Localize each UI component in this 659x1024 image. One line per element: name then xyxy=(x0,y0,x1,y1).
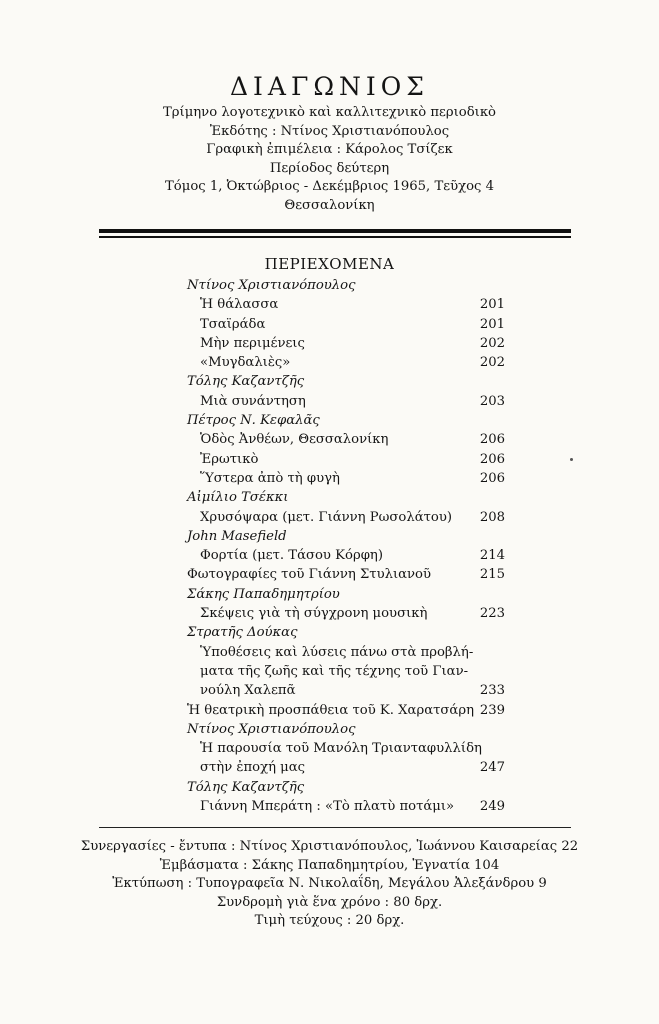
contents-heading: ΠΕΡΙΕΧΟΜΕΝΑ xyxy=(264,255,395,273)
subscription-line: Συνδρομὴ γιὰ ἕνα χρόνο : 80 δρχ. xyxy=(216,894,443,910)
toc-author-name: John Masefield xyxy=(187,528,287,544)
toc-author-name: Τόλης Καζαντζῆς xyxy=(187,374,305,390)
toc-entry xyxy=(187,334,505,353)
toc-entry xyxy=(187,392,505,411)
toc-page-number: 203 xyxy=(479,393,505,409)
journal-title: ΔΙΑΓΩΝΙΟΣ xyxy=(230,72,429,101)
divider-thin xyxy=(99,236,571,238)
toc-entry-title: Φωτογραφίες τοῦ Γιάννη Στυλιανοῦ xyxy=(187,567,431,583)
toc-page-number: 215 xyxy=(479,567,505,583)
toc-entry-title: Ἡ θάλασσα xyxy=(200,297,279,313)
toc-page-number: 201 xyxy=(479,316,505,332)
toc-page-number: 202 xyxy=(479,335,505,351)
toc-entry xyxy=(187,508,505,527)
toc-entry xyxy=(187,604,505,623)
toc-page-number: 249 xyxy=(479,799,505,815)
toc-author xyxy=(187,720,505,739)
publisher-line: Ἐκδότης : Ντίνος Χριστιανόπουλος xyxy=(209,123,450,139)
toc-entry-title: «Μυγδαλιὲς» xyxy=(200,355,291,371)
toc-page-number: 206 xyxy=(479,470,505,486)
toc-page-number: 202 xyxy=(479,355,505,371)
toc-author-name: Στρατῆς Δούκας xyxy=(187,625,298,641)
toc-entry xyxy=(187,295,505,314)
toc-entry xyxy=(187,469,505,488)
footer-divider xyxy=(99,827,571,828)
toc-entry-title: Μιὰ συνάντηση xyxy=(200,393,306,409)
printing-line: Ἐκτύπωση : Τυπογραφεῖα Ν. Νικολαΐδη, Μεγάλου Ἀλεξάνδρου 9 xyxy=(112,876,547,891)
toc-author xyxy=(187,411,505,430)
toc-author-name: Ντίνος Χριστιανόπουλος xyxy=(187,278,356,293)
toc-author xyxy=(187,585,505,604)
period-line: Περίοδος δεύτερη xyxy=(269,160,390,176)
toc-entry xyxy=(187,758,505,777)
masthead xyxy=(0,70,659,216)
toc-entry xyxy=(187,315,505,334)
toc-entry xyxy=(187,546,505,565)
toc-author-name: Σάκης Παπαδημητρίου xyxy=(187,586,340,602)
subtitle-line: Τρίμηνο λογοτεχνικὸ καὶ καλλιτεχνικὸ περιοδικὸ xyxy=(162,105,497,120)
toc-author-name: Πέτρος Ν. Κεφαλᾶς xyxy=(187,413,320,429)
toc-author xyxy=(187,276,505,295)
toc-entry xyxy=(187,430,505,449)
divider-thick xyxy=(99,229,571,233)
toc-author-name: Αἰμίλιο Τσέκκι xyxy=(187,490,289,506)
toc-entry xyxy=(187,681,505,700)
toc-entry-title: Ἐρωτικὸ xyxy=(200,451,259,467)
toc-author xyxy=(187,623,505,642)
toc-entry-title: Μὴν περιμένεις xyxy=(200,335,305,351)
toc-author xyxy=(187,778,505,797)
toc-page-number: 247 xyxy=(479,760,505,776)
toc-entry-title: Χρυσόψαρα (μετ. Γιάννη Ρωσολάτου) xyxy=(200,509,453,525)
toc-page-number: 208 xyxy=(479,509,505,525)
toc-page-number: 239 xyxy=(479,702,505,718)
toc-author-name: Ντίνος Χριστιανόπουλος xyxy=(187,721,356,737)
toc-author xyxy=(187,372,505,391)
toc-entry xyxy=(187,353,505,372)
remittances-line: Ἐμβάσματα : Σάκης Παπαδημητρίου, Ἐγνατία 104 xyxy=(159,857,500,873)
toc-entry-title: Σκέψεις γιὰ τὴ σύγχρονη μουσικὴ xyxy=(200,606,428,622)
toc-entry-title: Ἡ παρουσία τοῦ Μανόλη Τριανταφυλλίδη xyxy=(200,741,482,757)
table-of-contents xyxy=(187,276,505,816)
graphic-design-line: Γραφικὴ ἐπιμέλεια : Κάρολος Τσίζεκ xyxy=(206,142,453,158)
colophon xyxy=(0,838,659,931)
toc-entry-title: Ὑποθέσεις καὶ λύσεις πάνω στὰ προβλή- xyxy=(200,644,474,660)
toc-page-number: 206 xyxy=(479,451,505,467)
toc-entry-title: στὴν ἐποχή μας xyxy=(200,760,306,776)
issue-price-line: Τιμὴ τεύχους : 20 δρχ. xyxy=(254,913,405,928)
toc-page-number: 206 xyxy=(479,432,505,448)
toc-page-number: 223 xyxy=(479,606,505,622)
toc-entry-title: Ἡ θεατρικὴ προσπάθεια τοῦ Κ. Χαρατσάρη xyxy=(187,702,474,718)
toc-page-number: 201 xyxy=(479,297,505,313)
toc-author xyxy=(187,527,505,546)
print-speck xyxy=(570,458,573,461)
toc-entry xyxy=(187,797,505,816)
toc-entry-title: Ὁδὸς Ἀνθέων, Θεσσαλονίκη xyxy=(200,432,389,448)
toc-entry xyxy=(187,701,505,720)
toc-entry xyxy=(187,739,505,758)
toc-entry-title: Φορτία (μετ. Τάσου Κόρφη) xyxy=(200,548,383,564)
contributions-line: Συνεργασίες - ἔντυπα : Ντίνος Χριστιανόπουλος, Ἰωάννου Καισαρείας 22 xyxy=(80,839,579,854)
toc-entry-title: ματα τῆς ζωῆς καὶ τῆς τέχνης τοῦ Γιαν- xyxy=(200,663,469,679)
toc-author xyxy=(187,488,505,507)
toc-page-number: 233 xyxy=(479,683,505,699)
toc-page-number: 214 xyxy=(479,548,505,564)
volume-issue-line: Τόμος 1, Ὀκτώβριος - Δεκέμβριος 1965, Τεῦχος 4 xyxy=(165,179,494,195)
city-line: Θεσσαλονίκη xyxy=(284,197,375,213)
toc-entry-title: Τσαϊράδα xyxy=(200,316,266,332)
toc-entry-title: νούλη Χαλεπᾶ xyxy=(200,683,296,699)
toc-entry xyxy=(187,662,505,681)
toc-entry xyxy=(187,450,505,469)
toc-author-name: Τόλης Καζαντζῆς xyxy=(187,779,305,795)
toc-entry-title: Ὕστερα ἀπὸ τὴ φυγὴ xyxy=(200,470,340,486)
toc-entry xyxy=(187,565,505,584)
toc-entry xyxy=(187,643,505,662)
toc-entry-title: Γιάννη Μπεράτη : «Τὸ πλατὺ ποτάμι» xyxy=(200,799,455,815)
